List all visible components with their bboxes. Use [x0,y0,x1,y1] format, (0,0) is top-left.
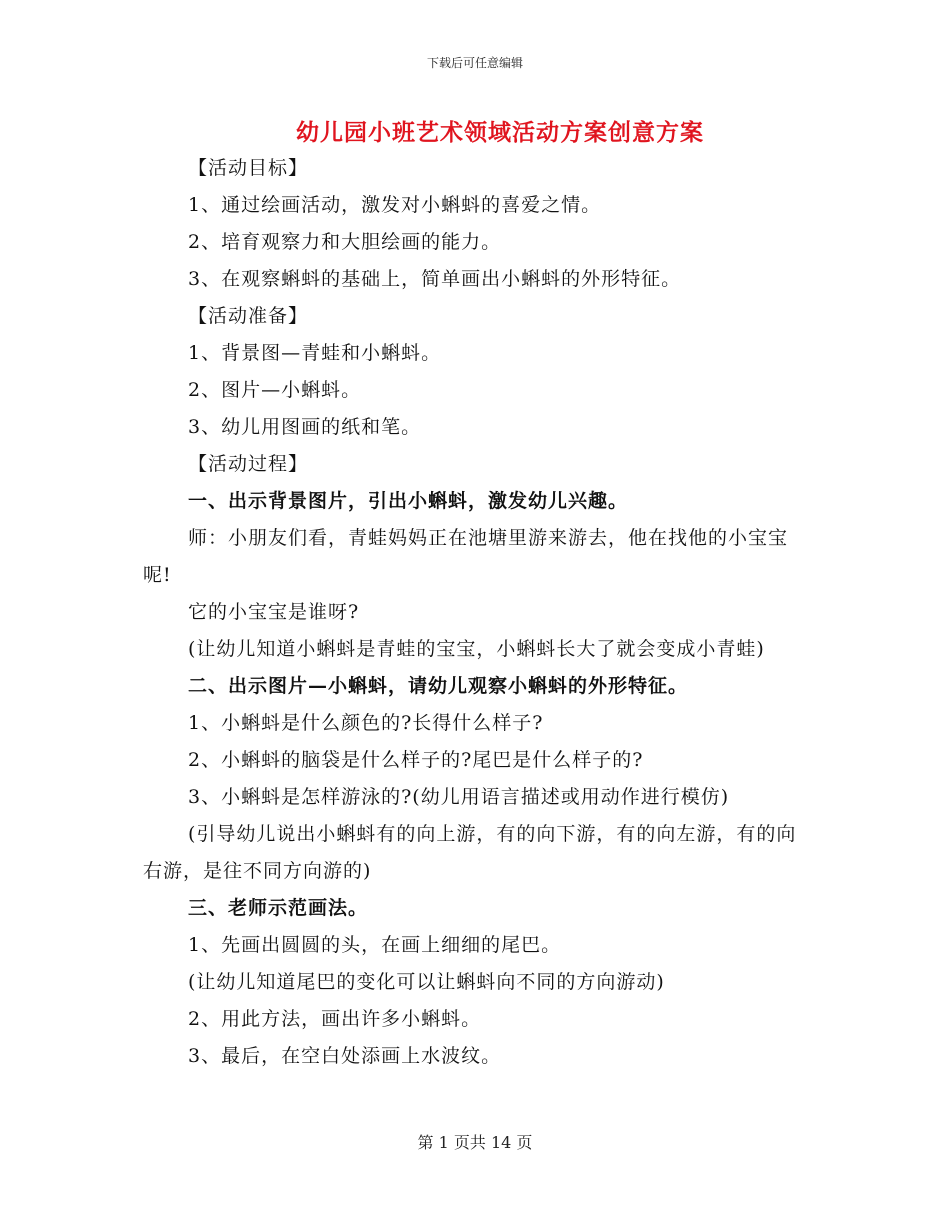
paragraph: 三、老师示范画法。 [188,897,369,919]
paragraph: (让幼儿知道小蝌蚪是青蛙的宝宝，小蝌蚪长大了就会变成小青蛙) [188,638,765,660]
paragraph: 二、出示图片—小蝌蚪，请幼儿观察小蝌蚪的外形特征。 [188,675,689,697]
paragraph: 3、最后，在空白处添画上水波纹。 [188,1045,502,1067]
paragraph: 3、小蝌蚪是怎样游泳的?(幼儿用语言描述或用动作进行模仿) [188,786,730,808]
paragraph: 2、图片—小蝌蚪。 [188,379,362,401]
paragraph: 【活动目标】 [188,157,309,179]
paragraph: 2、小蝌蚪的脑袋是什么样子的?尾巴是什么样子的? [188,749,644,771]
paragraph: 3、在观察蝌蚪的基础上，简单画出小蝌蚪的外形特征。 [188,268,682,290]
paragraph: 1、背景图—青蛙和小蝌蚪。 [188,342,442,364]
paragraph: 3、幼儿用图画的纸和笔。 [188,416,422,438]
paragraph: 【活动准备】 [188,305,309,327]
paragraph: 【活动过程】 [188,453,309,475]
paragraph: 它的小宝宝是谁呀? [188,601,360,623]
paragraph: (引导幼儿说出小蝌蚪有的向上游，有的向下游，有的向左游，有的向右游，是往不同方向游的) [143,823,797,882]
paragraph: 2、用此方法，画出许多小蝌蚪。 [188,1008,482,1030]
page-footer: 第 1 页共 14 页 [417,1133,533,1152]
paragraph: 师：小朋友们看，青蛙妈妈正在池塘里游来游去，他在找他的小宝宝呢! [143,527,789,586]
document-body [143,150,808,1075]
paragraph: 1、先画出圆圆的头，在画上细细的尾巴。 [188,934,562,956]
paragraph: 1、小蝌蚪是什么颜色的?长得什么样子? [188,712,544,734]
paragraph: 1、通过绘画活动，激发对小蝌蚪的喜爱之情。 [188,194,602,216]
paragraph: (让幼儿知道尾巴的变化可以让蝌蚪向不同的方向游动) [188,971,665,993]
paragraph: 一、出示背景图片，引出小蝌蚪，激发幼儿兴趣。 [188,490,629,512]
paragraph: 2、培育观察力和大胆绘画的能力。 [188,231,502,253]
page-header: 下载后可任意编辑 [426,56,523,70]
document-title: 幼儿园小班艺术领域活动方案创意方案 [296,119,704,146]
